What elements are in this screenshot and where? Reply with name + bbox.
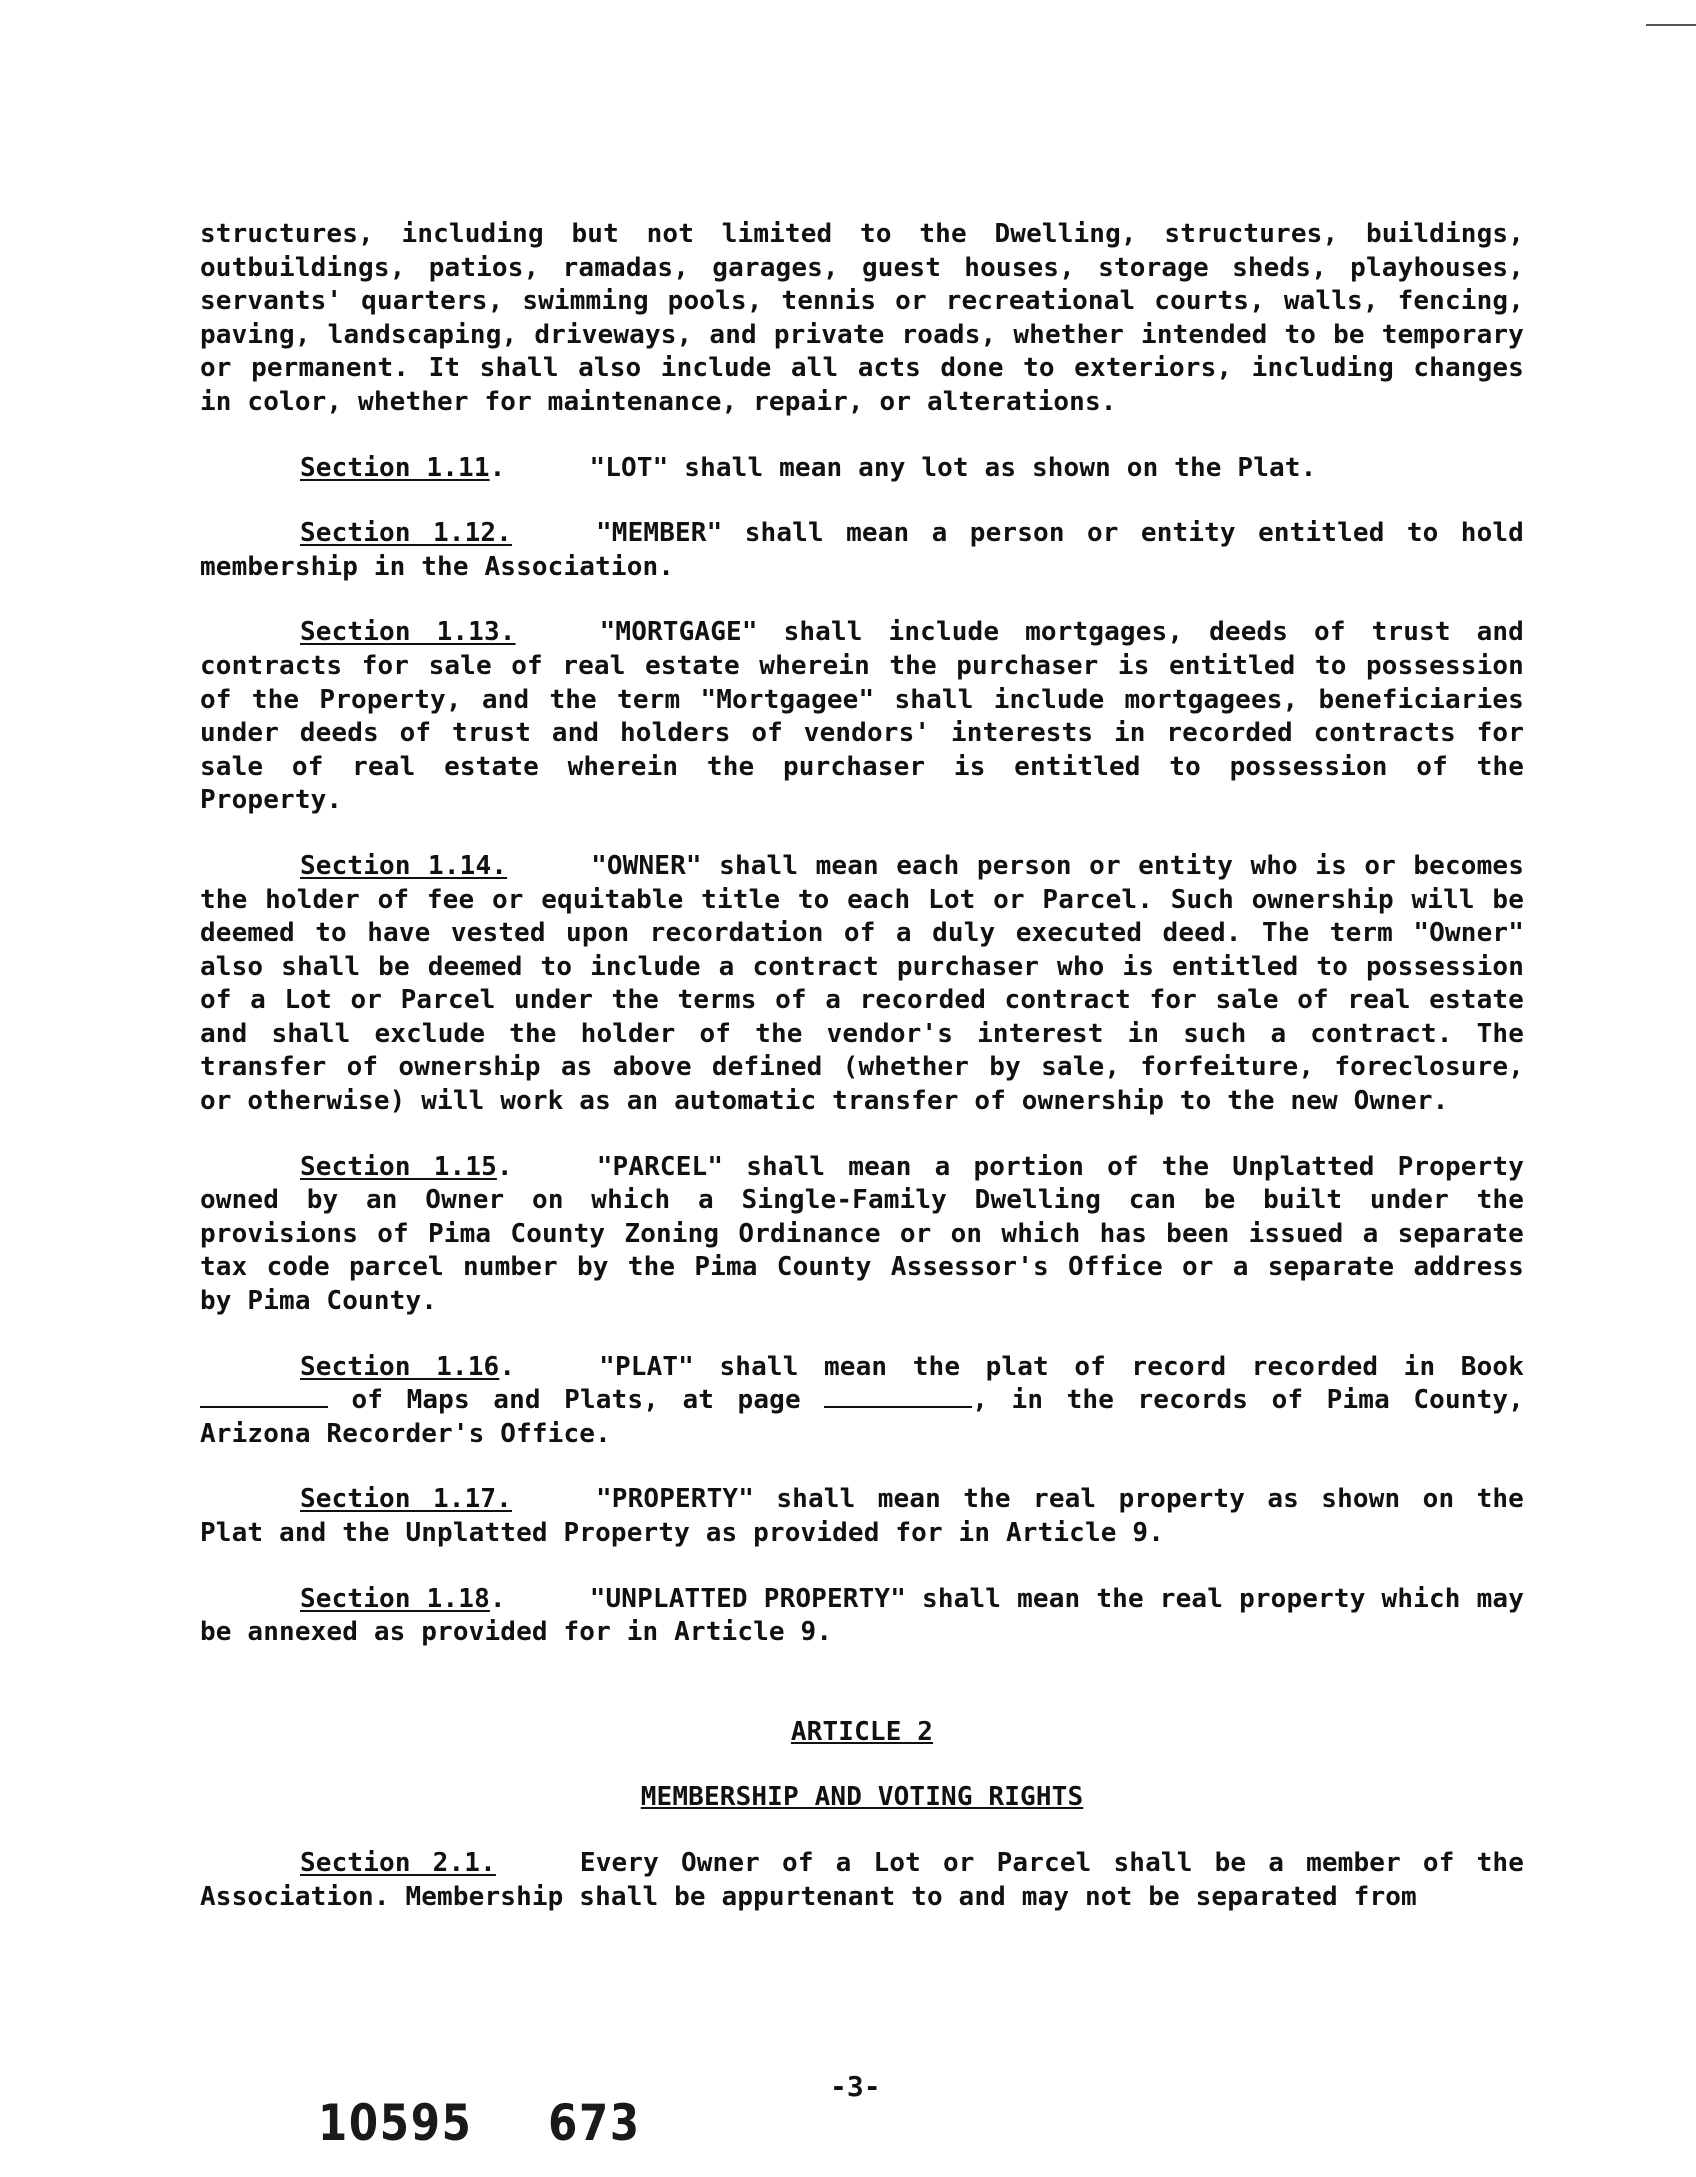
intro-paragraph: structures, including but not limited to the Dwelling, structures, buildings, outbuildings, patios, ramadas, garages, guest houses, storage sheds, playhouses, servants' quarters, swimming pools, tennis or recreational courts, walls, fencing, paving, landscaping, driveways, and private roads, whether intended to be temporary or permanent. It shall also include all acts done to exteriors, including changes in color, whether for maintenance, repair, or alterations. <box>200 219 1524 417</box>
section-2-1 <box>200 1847 1524 1914</box>
section-label: Section 1.15 <box>300 1151 497 1182</box>
section-text: "UNPLATTED PROPERTY" shall mean the real property which may be annexed as provided for in Article 9. <box>200 1583 1525 1648</box>
section-label: Section 1.14. <box>300 850 508 881</box>
section-label: Section 2.1. <box>300 1847 496 1878</box>
section-1-16: Section 1.16. "PLAT" shall mean the plat of record recorded in Book of Maps and Plats, at page , in the records of Pima County, Arizona Recorder's Office. <box>200 1351 1525 1449</box>
document-page <box>200 218 1524 1914</box>
section-text: "PROPERTY" shall mean the real property as shown on the Plat and the Unplatted Property as provided for in Article 9. <box>200 1484 1524 1548</box>
section-1-14 <box>200 850 1524 1119</box>
article-subtitle: MEMBERSHIP AND VOTING RIGHTS <box>640 1782 1084 1813</box>
section-label: Section 1.18 <box>300 1583 490 1614</box>
corner-scan-mark <box>1646 24 1696 26</box>
recording-stamp <box>318 2094 641 2152</box>
section-text: "LOT" shall mean any lot as shown on the Plat. <box>589 452 1317 483</box>
stamp-book-number: 10595 <box>318 2094 473 2152</box>
section-1-12 <box>200 517 1524 584</box>
section-1-15: Section 1.15. "PARCEL" shall mean a portion of the Unplatted Property owned by an Owner on which a Single-Family Dwelling can be built under the provisions of Pima County Zoning Ordinance or on which has been issued a separate tax code parcel number by the Pima County Assessor's Office or a separate address by Pima County. <box>200 1151 1524 1317</box>
section-text: "MORTGAGE" shall include mortgages, deeds of trust and contracts for sale of real estate wherein the purchaser is entitled to possession of the Property, and the term "Mortgagee" shall include mortgagees, beneficiaries under deeds of trust and holders of vendors' interests in recorded contracts for sale of real estate wherein the purchaser is entitled to possession of the Property. <box>200 617 1524 816</box>
article-title: ARTICLE 2 <box>790 1716 934 1747</box>
section-text: "OWNER" shall mean each person or entity who is or becomes the holder of fee or equitable title to each Lot or Parcel. Such ownership will be deemed to have vested upon recordation of a duly executed deed. The term "Owner" also shall be deemed to include a contract purchaser who is entitled to possession of a Lot or Parcel under the terms of a recorded contract for sale of real estate and shall exclude the holder of the vendor's interest in such a contract. The transfer of ownership as above defined (whether by sale, forfeiture, foreclosure, or otherwise) will work as an automatic transfer of ownership to the new Owner. <box>200 850 1524 1117</box>
page-number: -3- <box>830 2070 881 2103</box>
section-1-17 <box>200 1483 1524 1550</box>
book-blank-line <box>200 1384 328 1408</box>
section-text: Every Owner of a Lot or Parcel shall be a member of the Association. Membership shall be appurtenant to and may not be separated from <box>200 1847 1525 1912</box>
section-1-18: Section 1.18. "UNPLATTED PROPERTY" shall mean the real property which may be annexed as provided for in Article 9. <box>200 1583 1525 1648</box>
section-label: Section 1.11 <box>300 452 490 483</box>
section-1-11: Section 1.11. "LOT" shall mean any lot as shown on the Plat. <box>300 452 1317 483</box>
stamp-page-number: 673 <box>548 2094 641 2152</box>
section-text: "MEMBER" shall mean a person or entity entitled to hold membership in the Association. <box>200 518 1524 582</box>
section-text: , in the records of Pima County, Arizona Recorder's Office. <box>200 1385 1524 1449</box>
section-text: of Maps and Plats, at page <box>351 1385 801 1416</box>
section-label: Section 1.17. <box>300 1484 512 1515</box>
section-label: Section 1.16 <box>300 1351 500 1382</box>
page-blank-line <box>824 1384 972 1408</box>
section-1-13 <box>200 616 1524 818</box>
section-text: "PLAT" shall mean the plat of record recorded in Book <box>599 1351 1525 1382</box>
section-label: Section 1.13. <box>300 617 516 648</box>
section-text: "PARCEL" shall mean a portion of the Unplatted Property owned by an Owner on which a Single-Family Dwelling can be built under the provisions of Pima County Zoning Ordinance or on which has been issued a separate tax code parcel number by the Pima County Assessor's Office or a separate address by Pima County. <box>200 1151 1524 1317</box>
section-label: Section 1.12. <box>300 518 512 549</box>
